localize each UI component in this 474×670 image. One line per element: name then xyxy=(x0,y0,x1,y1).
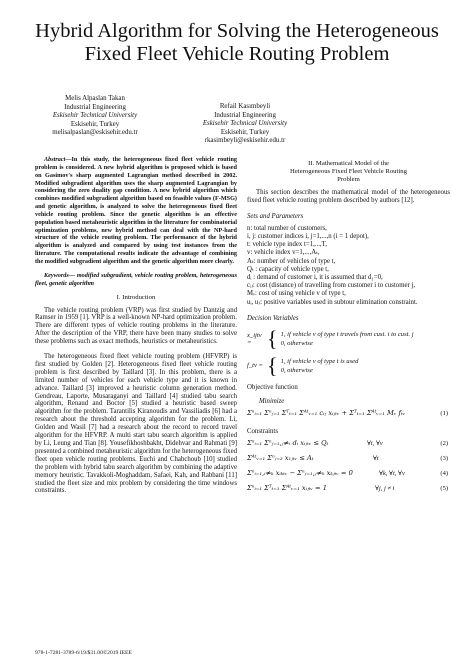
param-item: dᵢ : demand of customer i, it is assumed that d₁=0, xyxy=(247,274,383,282)
brace-icon: { xyxy=(267,325,278,351)
variable-x-case-2: 0, otherwise xyxy=(280,339,313,347)
equation-formula: Σⁿᵢ₌₁,ᵢ≠ₖ xᵢₖₜᵥ − Σⁿⱼ₌₁,ⱼ≠ₖ xₖⱼₜᵥ = 0 xyxy=(247,468,353,477)
param-item: t: vehicle type index t=1,...,T, xyxy=(247,241,327,249)
equation-formula: Σᴬᵗᵥ₌₁ Σⁿⱼ₌₂ x₁ⱼₜᵥ ≤ Aₜ xyxy=(247,453,314,462)
equation-number: (3) xyxy=(440,454,448,462)
author-university: Eskisehir Technical University xyxy=(202,120,288,128)
constraint-equation xyxy=(247,454,450,466)
param-item: cᵢⱼ: cost (distance) of travelling from customer i to customer j, xyxy=(247,282,416,290)
author-city: Eskisehir, Turkey xyxy=(70,120,120,128)
constraint-equation xyxy=(247,439,450,451)
objective-label: Objective function xyxy=(247,383,298,391)
param-item: uᵢ, uⱼ: positive variables used in subtour elimination constraint. xyxy=(247,298,418,306)
variable-x-case-1: 1, if vehicle v of type t travels from cust. i to cust. j xyxy=(280,330,414,338)
minimize-label: Minimize xyxy=(259,397,285,405)
right-column xyxy=(247,156,450,499)
variable-f-case-1: 1, if vehicle v of type t is used xyxy=(280,357,359,365)
section-heading-model xyxy=(247,160,450,184)
variable-f-case-2: 0, otherwise xyxy=(280,366,313,374)
variable-f-definition xyxy=(247,352,450,378)
keywords xyxy=(35,272,237,288)
constraints-label: Constraints xyxy=(247,427,278,435)
model-intro-paragraph: This section describes the mathematical model of the heterogeneous fixed fleet vehicle routing problem described by authors [12]. xyxy=(247,189,450,204)
author-name: Melis Alpaslan Takan xyxy=(65,95,125,102)
author-city: Eskisehir, Turkey xyxy=(220,128,270,136)
param-item: i, j: customer indices i, j=1,...,n (i = 1 depot), xyxy=(247,233,369,241)
equation-number: (5) xyxy=(440,484,448,492)
equation-number: (4) xyxy=(440,469,448,477)
equation-formula: Σⁿᵢ₌₁ Σⁿⱼ₌₁ Σᵀₜ₌₁ Σᴬᵗᵥ₌₁ cᵢⱼ xᵢⱼₜᵥ + Σᵀₜ₌₁ Σᴬᵗᵥ₌₁ Mᵥ fₜᵥ xyxy=(247,408,406,417)
author-university: Eskisehir Technical University xyxy=(52,112,138,120)
decision-variables-heading: Decision Variables xyxy=(247,314,299,322)
constraint-equation xyxy=(247,469,450,481)
equation-formula: Σⁿᵢ₌₁ Σᵀₜ₌₁ Σᴬᵗᵥ₌₁ xᵢⱼₜᵥ = 1 xyxy=(247,483,328,492)
left-column xyxy=(35,156,237,495)
abstract-lead: Abstract xyxy=(44,156,66,163)
title-line-1: Hybrid Algorithm for Solving the Heterogeneous xyxy=(35,20,439,42)
model-heading-line-2: Heterogeneous Fixed Fleet Vehicle Routing xyxy=(290,168,407,175)
author-dept: Industrial Engineering xyxy=(64,103,126,111)
equation-condition: ∀j, j ≠ i xyxy=(375,484,395,492)
equation-condition: ∀t, ∀v xyxy=(367,439,383,447)
title-line-2: Fixed Fleet Vehicle Routing Problem xyxy=(84,43,390,65)
equation-condition: ∀t xyxy=(373,454,379,462)
param-item: v: vehicle index v=1,...,Aₜ, xyxy=(247,249,320,257)
model-heading-line-3: Problem xyxy=(337,176,360,183)
keywords-text: modified subgradient, vehicle routing problem, heterogeneous fleet, genetic algorithm xyxy=(35,271,237,287)
constraint-equation xyxy=(247,484,450,496)
intro-paragraph-2: The heterogeneous fixed fleet vehicle routing problem (HFVRP) is first studied by Golden [2]. Heterogeneous fixed fleet vehicle routing problem is first described by Taillard [3]. In this problem, there is a limited number of vehicles for each vehicle type and it is known in advance. Taillard [3] improved a heuristic column generation method. Gendreau, Laporte, Musaraganyi and Taillard [4] studied tabu search algorithm, Renaud and Boctor [5] studied a heuristic based sweep algorithm for the problem. Tarantilis Kiranoudis and Vassiliadis [6] had a research about the threshold accepting algorithm for the problem. Li, Golden and Wasil [7] had a research about the record to record travel algorithm for the HFVRP. A multi start tabu search algorithm is applied by Li, Leung and Tian [8]. Yousefikhoshbakht, Didehvar and Rahmati [9] presented a combined metaheuristic algorithm for the heterogeneous fixed fleet open vehicle routing problems. Euchi and Chabchoub [10] studied the problem with hybrid tabu search algorithm by combining the adaptive memory heuristic. Tavakkoli-Moghaddam, Safaei, Kah, and Rabbani [11] studied the fleet size and mix problem by considering the time windows constraints. xyxy=(35,353,237,495)
equation-number: (1) xyxy=(440,409,448,417)
author-email: melisalpaslan@eskisehir.edu.tr xyxy=(52,129,138,137)
intro-paragraph-1: The vehicle routing problem (VRP) was first studied by Dantzig and Ramser in 1959 [1]. VRP is a well-known NP-hard optimization problem. There are different types of vehicle routing problems in the literature. After the description of the VRP, there have been many studies to solve these problems such as exact methods, heuristics or metaheuristics. xyxy=(35,306,237,346)
abstract xyxy=(35,156,237,266)
author-dept: Industrial Engineering xyxy=(214,111,276,119)
param-item: n: total number of customers, xyxy=(247,224,327,232)
variable-x-lhs: x_ijtv = xyxy=(247,331,262,346)
copyright-footer: 978-1-7281-3789-6/19/$31.00©2019 IEEE xyxy=(35,650,132,656)
variable-x-definition xyxy=(247,325,450,351)
section-heading-introduction: I. Introduction xyxy=(116,293,156,301)
paper-title xyxy=(0,20,474,66)
brace-icon: { xyxy=(267,352,278,378)
sets-parameters-heading: Sets and Parameters xyxy=(247,212,304,220)
parameter-list xyxy=(247,225,450,307)
model-heading-line-1: II. Mathematical Model of the xyxy=(308,160,389,167)
param-item: Mᵥ: cost of using vehicle v of type t, xyxy=(247,290,346,298)
variable-f-lhs: f_tv = xyxy=(247,362,263,370)
abstract-text: —In this study, the heterogeneous fixed fleet vehicle routing problem is considered. A new hybrid algorithm is proposed which is based on Gasimov's sharp augmented Lagrangian method described in 2002. Modified subgradient algorithm uses the sharp augmented Lagrangian by considering the zero duality gap condition. A new hybrid algorithm which combines modified subgradient algorithm based on feasible values (F-MSG) and genetic algorithm, is analyzed to solve the heterogeneous fixed fleet vehicle routing problem. Since the genetic algorithm is an effective population based metaheuristic algorithm in the literature for combinatorial optimization problems, new hybrid method can deal with the NP-hard structure of the vehicle routing problem. The performance of the hybrid algorithm is analyzed and compared by using test instances from the literature. The computational results indicate the advantage of combining the modified subgradient algorithm and the genetic algorithm more clearly. xyxy=(35,156,237,265)
param-item: Qₜ : capacity of vehicle type t, xyxy=(247,265,329,273)
equation-formula: Σⁿᵢ₌₁ Σⁿⱼ₌₁,ⱼ≠ᵢ dᵢ xᵢⱼₜᵥ ≤ Qₜ xyxy=(247,438,329,447)
equation-number: (2) xyxy=(440,439,448,447)
author-block-1 xyxy=(30,95,160,138)
equation-condition: ∀k, ∀t, ∀v xyxy=(379,469,405,477)
author-email: rkasimbeyli@eskisehir.edu.tr xyxy=(204,137,286,145)
keywords-lead: Keywords— xyxy=(44,271,75,279)
param-item: Aₜ: number of vehicles of type t, xyxy=(247,257,336,265)
author-block-2 xyxy=(178,103,312,146)
objective-equation xyxy=(247,409,450,421)
author-name: Refail Kasımbeyli xyxy=(219,103,271,110)
